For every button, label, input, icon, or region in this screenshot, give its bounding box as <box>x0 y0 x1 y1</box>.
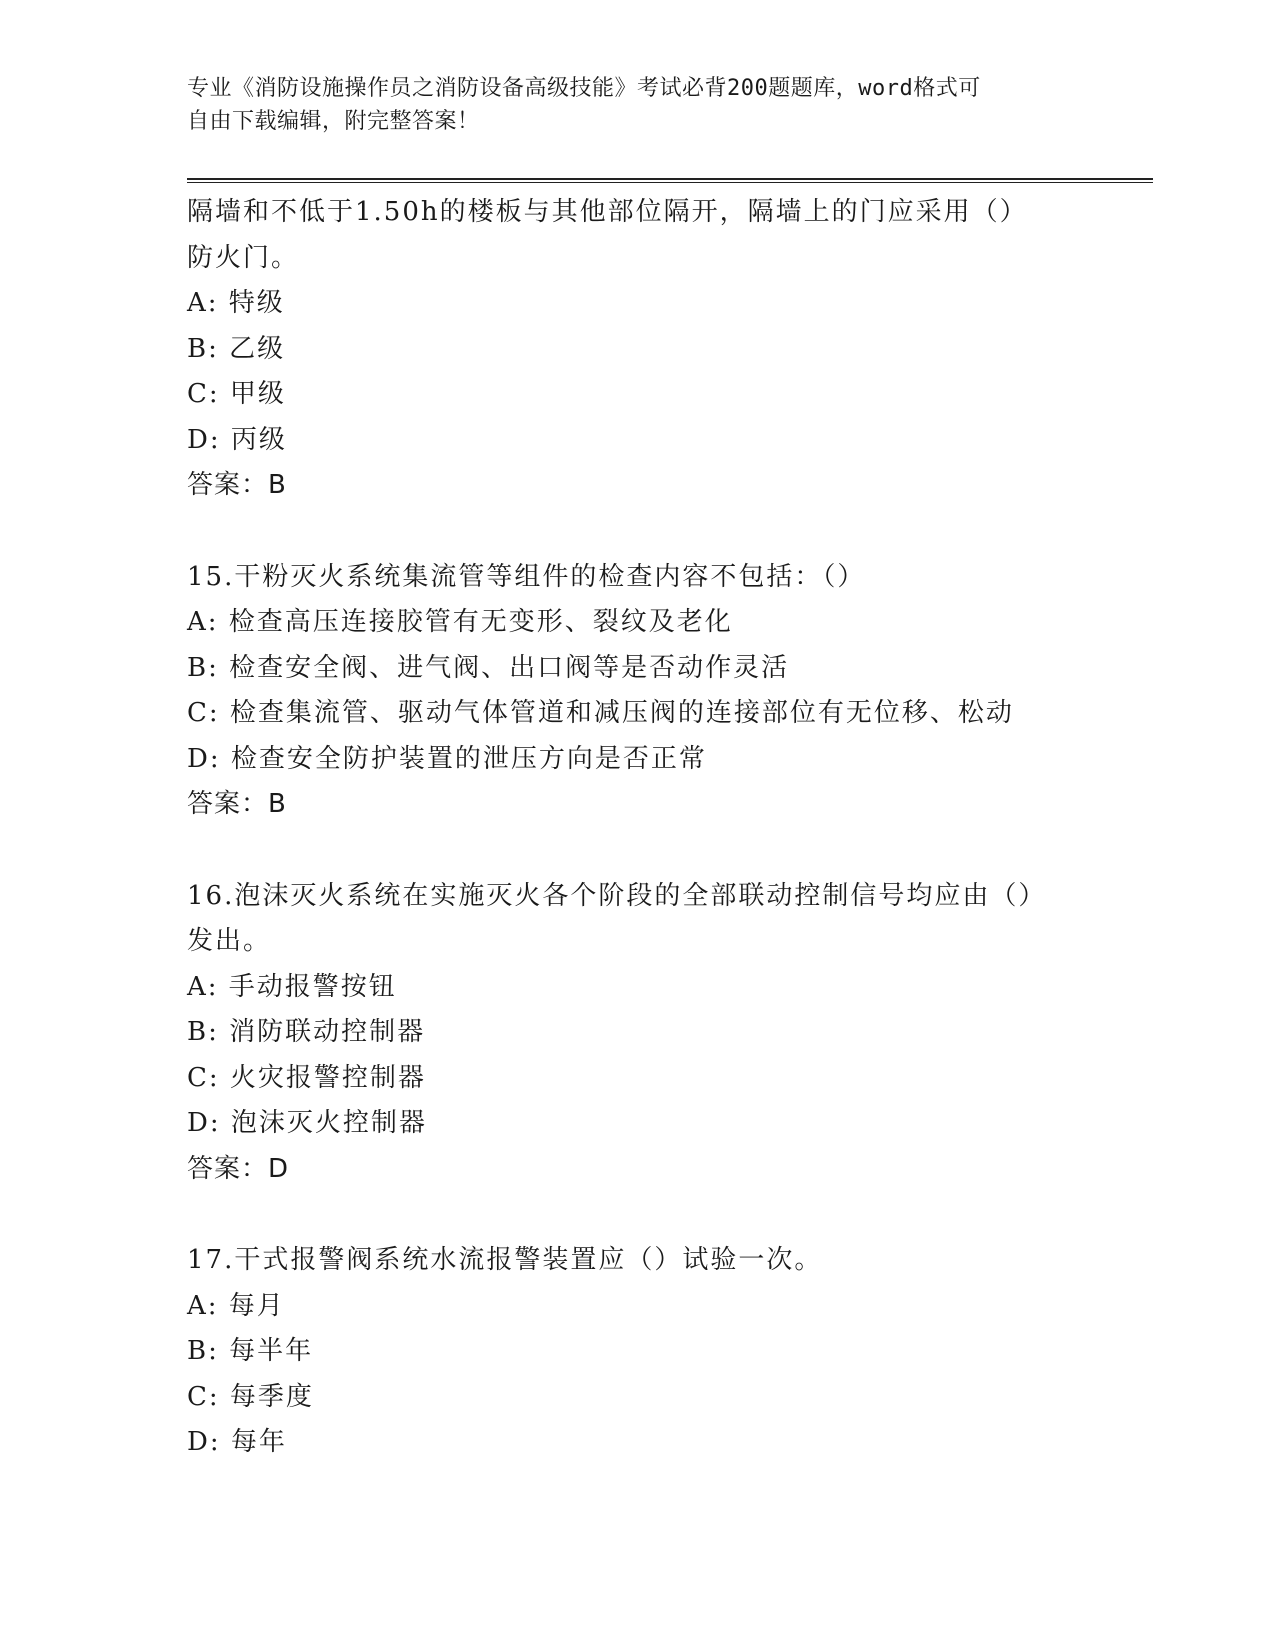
option-a: A: 手动报警按钮 <box>187 971 397 1002</box>
answer-text: 答案：D <box>187 1153 290 1184</box>
question-stem-continued: 防火门。 <box>187 242 300 273</box>
question-block <box>187 874 1087 1193</box>
page-header <box>187 72 1087 138</box>
question-stem: 15.干粉灭火系统集流管等组件的检查内容不包括：（） <box>187 561 866 592</box>
option-a: A: 检查高压连接胶管有无变形、裂纹及老化 <box>187 607 733 637</box>
option-a: A: 特级 <box>187 288 285 318</box>
question-stem: 17.干式报警阀系统水流报警装置应（）试验一次。 <box>187 1245 823 1275</box>
option-d: D: 丙级 <box>187 424 287 455</box>
answer-text: 答案：B <box>187 789 287 819</box>
spacer <box>187 828 1087 874</box>
question-block <box>187 555 1087 828</box>
option-c: C: 每季度 <box>187 1381 314 1412</box>
option-d: D: 泡沫灭火控制器 <box>187 1108 427 1138</box>
option-d: D: 每年 <box>187 1427 287 1457</box>
option-b: B: 消防联动控制器 <box>187 1017 426 1047</box>
question-stem-continued: 发出。 <box>187 926 272 956</box>
question-stem: 16.泡沫灭火系统在实施灭火各个阶段的全部联动控制信号均应由（） <box>187 880 1047 911</box>
answer-text: 答案：B <box>187 470 287 500</box>
option-b: B: 乙级 <box>187 333 286 364</box>
header-divider <box>187 178 1153 183</box>
option-b: B: 每半年 <box>187 1336 314 1366</box>
option-d: D: 检查安全防护装置的泄压方向是否正常 <box>187 743 707 774</box>
header-line-1: 专业《消防设施操作员之消防设备高级技能》考试必背200题题库，word格式可 <box>187 76 981 101</box>
option-c: C: 甲级 <box>187 379 286 409</box>
question-block <box>187 190 1087 509</box>
question-stem: 隔墙和不低于1.50h的楼板与其他部位隔开，隔墙上的门应采用（） <box>187 197 1028 227</box>
spacer <box>187 509 1087 555</box>
question-list <box>187 190 1087 1466</box>
header-line-2: 自由下载编辑，附完整答案！ <box>187 109 480 134</box>
option-c: C: 火灾报警控制器 <box>187 1062 426 1093</box>
question-block <box>187 1238 1087 1466</box>
option-b: B: 检查安全阀、进气阀、出口阀等是否动作灵活 <box>187 652 790 683</box>
spacer <box>187 1192 1087 1238</box>
option-c: C: 检查集流管、驱动气体管道和减压阀的连接部位有无位移、松动 <box>187 698 1014 728</box>
option-a: A: 每月 <box>187 1290 285 1321</box>
